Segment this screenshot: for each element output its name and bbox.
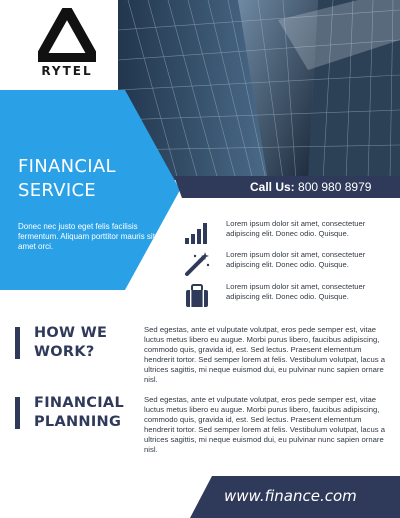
section-title-line1: HOW WE — [34, 325, 108, 341]
hero-title — [18, 155, 168, 203]
section-title-line1: FINANCIAL — [34, 395, 124, 411]
feature-text: Lorem ipsum dolor sit amet, consectetuer adipiscing elit. Donec odio. Quisque. — [226, 250, 366, 269]
brand-name: RYTEL — [41, 64, 93, 78]
brand-logo — [30, 8, 104, 78]
section-accent-bar — [15, 397, 20, 429]
feature-item — [180, 282, 390, 312]
feature-text: Lorem ipsum dolor sit amet, consectetuer adipiscing elit. Donec odio. Quisque. — [226, 219, 366, 238]
hero-title-line1: FINANCIAL — [18, 156, 116, 177]
magic-wand-icon — [184, 252, 210, 276]
hero-title-line2: SERVICE — [18, 180, 96, 201]
section-title-line2: WORK? — [34, 344, 95, 360]
feature-text: Lorem ipsum dolor sit amet, consectetuer adipiscing elit. Donec odio. Quisque. — [226, 282, 366, 301]
call-line — [250, 180, 371, 194]
section-text: Sed egestas, ante et vulputate volutpat, eros pede semper est, vitae luctus metus libero eu augue. Morbi purus libero, faucibus adipiscing, commodo quis, gravida id, est. Sed lectus. Praesent elementum hendrerit tortor. Sed semper lorem at felis. Vestibulum volutpat, lacus a ultrices sagittis, mi neque euismod dui, eu pulvinar nunc sapien ornare nisl. — [144, 395, 385, 454]
phone-number: 800 980 8979 — [298, 180, 372, 194]
bar-chart-icon — [184, 221, 210, 245]
section-title-line2: PLANNING — [34, 414, 122, 430]
section-accent-bar — [15, 327, 20, 359]
briefcase-icon — [184, 284, 210, 308]
feature-item — [180, 250, 390, 280]
call-label: Call Us: — [250, 180, 295, 194]
website-link[interactable]: www.finance.com — [224, 487, 357, 505]
section-title — [34, 324, 107, 362]
section-title — [34, 394, 124, 432]
feature-item — [180, 219, 390, 249]
section-text: Sed egestas, ante et vulputate volutpat, eros pede semper est, vitae luctus metus libero eu augue. Morbi purus libero, faucibus adipiscing, commodo quis, gravida id, est. Sed lectus. Praesent elementum hendrerit tortor. Sed semper lorem at felis. Vestibulum volutpat, lacus a ultrices sagittis, mi neque euismod dui, eu pulvinar nunc sapien ornare nisl. — [144, 325, 385, 384]
hero-description: Donec nec justo eget felis facilisis fermentum. Aliquam porttitor mauris sit amet orci. — [18, 222, 155, 251]
triangle-logo-icon — [38, 8, 96, 62]
